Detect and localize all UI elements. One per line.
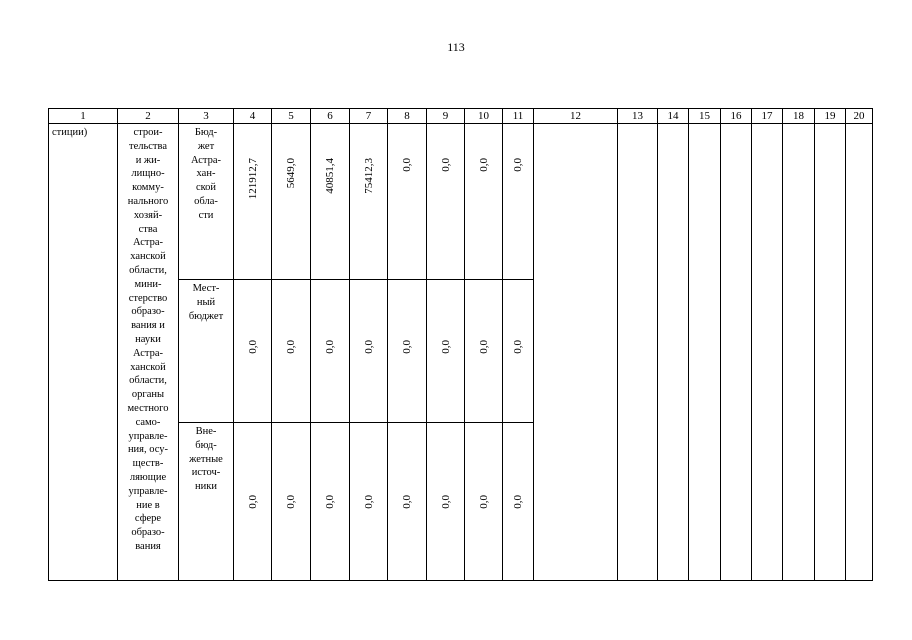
value-text: 5649,0: [285, 158, 297, 189]
value-cell: [272, 280, 311, 423]
empty-cell: [752, 124, 783, 581]
funding-source-cell: Вне- бюд- жетные источ- ники: [179, 423, 234, 581]
value-text: 0,0: [477, 340, 490, 354]
value-cell: [234, 280, 272, 423]
value-cell: [234, 124, 272, 280]
column-header: 1: [49, 109, 118, 124]
value-cell: [465, 124, 503, 280]
column-header: 7: [350, 109, 388, 124]
value-cell: [465, 280, 503, 423]
value-text: 0,0: [512, 158, 524, 172]
column-header: 19: [815, 109, 846, 124]
value-text: 0,0: [401, 340, 413, 354]
value-cell: [388, 280, 427, 423]
column-header: 4: [234, 109, 272, 124]
value-cell: [503, 124, 534, 280]
value-text: 75412,3: [362, 158, 375, 194]
value-text: 40851,4: [324, 158, 336, 194]
value-cell: [427, 423, 465, 581]
value-cell: [350, 280, 388, 423]
value-text: 0,0: [439, 158, 452, 172]
empty-cell: [618, 124, 658, 581]
value-text: 0,0: [324, 495, 336, 509]
value-cell: [388, 423, 427, 581]
value-text: 0,0: [285, 495, 297, 509]
value-text: 0,0: [285, 340, 297, 354]
column-number-row: [49, 109, 873, 124]
value-text: 0,0: [439, 495, 452, 509]
value-cell: [465, 423, 503, 581]
value-text: 0,0: [401, 495, 413, 509]
value-text: 0,0: [362, 340, 375, 354]
empty-cell: [846, 124, 873, 581]
column-header: 17: [752, 109, 783, 124]
value-text: 0,0: [477, 158, 490, 172]
funding-source-cell: Мест- ный бюджет: [179, 280, 234, 423]
column-header: 13: [618, 109, 658, 124]
value-cell: [388, 124, 427, 280]
value-cell: [427, 124, 465, 280]
column-header: 14: [658, 109, 689, 124]
value-cell: [311, 280, 350, 423]
empty-cell: [689, 124, 721, 581]
column-header: 8: [388, 109, 427, 124]
empty-cell: [783, 124, 815, 581]
column-header: 10: [465, 109, 503, 124]
funding-source-cell: Бюд- жет Астра- хан- ской обла- сти: [179, 124, 234, 280]
empty-cell: [815, 124, 846, 581]
column-header: 12: [534, 109, 618, 124]
value-cell: [311, 423, 350, 581]
empty-cell: [658, 124, 689, 581]
value-text: 0,0: [246, 340, 259, 354]
column-header: 11: [503, 109, 534, 124]
value-cell: [350, 124, 388, 280]
value-text: 0,0: [512, 340, 524, 354]
value-cell: [503, 280, 534, 423]
page-number: 113: [447, 40, 465, 54]
value-cell: [311, 124, 350, 280]
value-cell: [234, 423, 272, 581]
value-cell: [503, 423, 534, 581]
column-header: 16: [721, 109, 752, 124]
value-cell: [272, 124, 311, 280]
empty-cell: [721, 124, 752, 581]
value-text: 0,0: [246, 495, 259, 509]
value-text: 121912,7: [246, 158, 259, 200]
financing-table: [48, 108, 873, 581]
value-text: 0,0: [362, 495, 375, 509]
value-cell: [350, 423, 388, 581]
column-header: 5: [272, 109, 311, 124]
value-cell: [427, 280, 465, 423]
column-header: 9: [427, 109, 465, 124]
column-header: 18: [783, 109, 815, 124]
column-header: 2: [118, 109, 179, 124]
column-header: 15: [689, 109, 721, 124]
object-name-cell: стиции): [49, 124, 118, 581]
value-cell: [272, 423, 311, 581]
executor-cell: строи- тельства и жи- лищно- комму- нального хозяй- ства Астра- ханской области, мини- стерство образо- вания и науки Астра- ханской области, органы местного само- управле- ния, осу- ществ- ляющие управле- ние в сфере образо- вания: [118, 124, 179, 581]
value-text: 0,0: [439, 340, 452, 354]
column-header: 3: [179, 109, 234, 124]
column-header: 20: [846, 109, 873, 124]
value-text: 0,0: [401, 158, 413, 172]
value-text: 0,0: [324, 340, 336, 354]
column-header: 6: [311, 109, 350, 124]
value-text: 0,0: [512, 495, 524, 509]
value-text: 0,0: [477, 495, 490, 509]
table-row: [49, 124, 873, 280]
empty-cell: [534, 124, 618, 581]
